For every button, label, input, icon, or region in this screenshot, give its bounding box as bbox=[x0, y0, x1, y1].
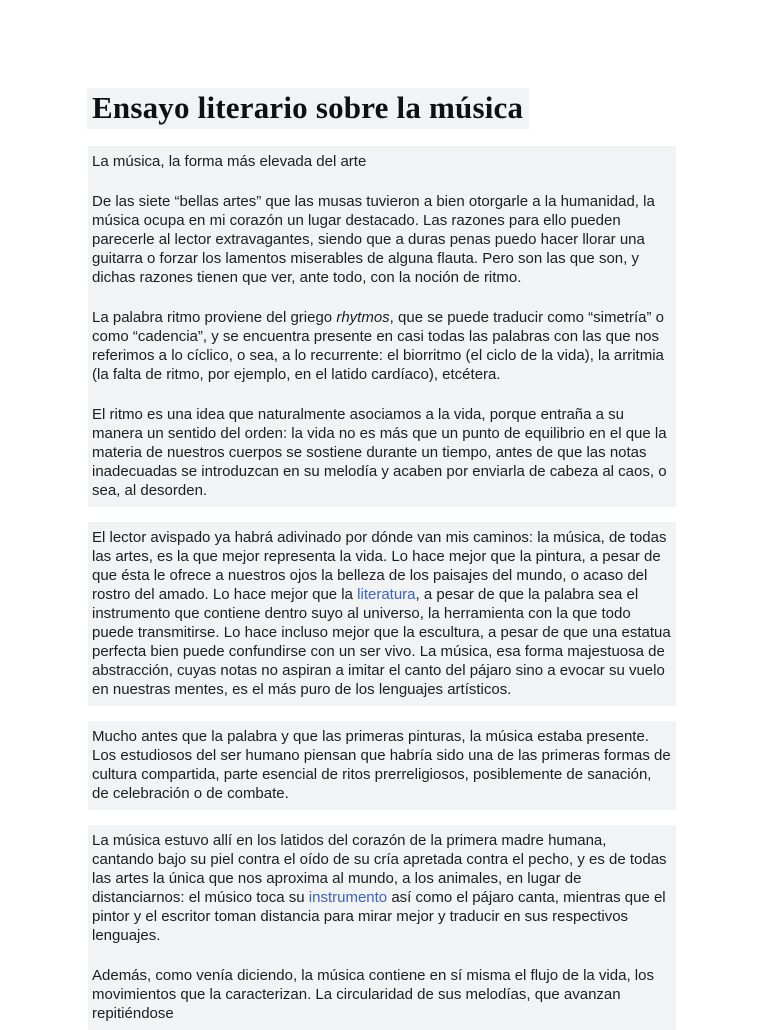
highlight-group-4 bbox=[88, 825, 676, 1030]
text-run: Mucho antes que la palabra y que las primeras pinturas, la música estaba presente. Los estudiosos del ser humano piensan que habría sido una de las primeras formas de cultura compartida, parte esencial de ritos prerreligiosos, posiblemente de sanación, de celebración o de combate. bbox=[92, 728, 671, 802]
text-run: El lector avispado ya habrá adivinado por dónde van mis caminos: la música, de todas las artes, es la que mejor representa la vida. Lo hace mejor que la pintura, a pesar de que ésta le ofrece a nuestros ojos la belleza de los paisajes del mundo, o acaso del rostro del amado. Lo hace mejor que la bbox=[92, 529, 667, 603]
highlight-group-3 bbox=[88, 721, 676, 810]
paragraph-1 bbox=[92, 192, 672, 287]
text-run: , a pesar de que la palabra sea el instrumento que contiene dentro suyo al universo, la herramienta con la que todo puede transmitirse. Lo hace incluso mejor que la escultura, a pesar de que una estatua perfecta bien puede confundirse con un ser vivo. La música, esa forma majestuosa de abstracción, cuyas notas no aspiran a imitar el canto del pájaro sino a evocar su vuelo en nuestras mentes, es el más puro de los lenguajes artísticos. bbox=[92, 586, 671, 698]
italic-text: rhytmos bbox=[336, 309, 390, 326]
text-run: , que se puede traducir como “simetría” o como “cadencia”, y se encuentra presente en casi todas las palabras con las que nos referimos a lo cíclico, o sea, a lo recurrente: el biorritmo (el ciclo de la vida), la arritmia (la falta de ritmo, por ejemplo, en el latido cardíaco), etcétera. bbox=[92, 309, 664, 383]
paragraph-6 bbox=[92, 831, 672, 945]
paragraph-2 bbox=[92, 308, 672, 384]
subtitle bbox=[92, 152, 672, 171]
text-run: De las siete “bellas artes” que las musas tuvieron a bien otorgarle a la humanidad, la música ocupa en mi corazón un lugar destacado. Las razones para ello pueden parecerle al lector extravagantes, siendo que a duras penas puedo hacer llorar una guitarra o forzar los lamentos miserables de alguna flauta. Pero son las que son, y dichas razones tienen que ver, ante todo, con la noción de ritmo. bbox=[92, 193, 655, 286]
link-literatura[interactable]: literatura bbox=[357, 586, 416, 603]
paragraph-3 bbox=[92, 405, 672, 500]
highlight-group-2 bbox=[88, 522, 676, 706]
paragraph-5 bbox=[92, 727, 672, 803]
text-run: La música, la forma más elevada del arte bbox=[92, 153, 367, 170]
document-body bbox=[92, 146, 676, 1030]
text-run: así como el pájaro canta, mientras que el pintor y el escritor toman distancia para mirar mejor y traducir en sus respectivos lenguajes. bbox=[92, 889, 666, 944]
text-run: La música estuvo allí en los latidos del corazón de la primera madre humana, cantando bajo su piel contra el oído de su cría apretada contra el pecho, y es de todas las artes la única que nos aproxima al mundo, a los animales, en lugar de distanciarnos: el músico toca su bbox=[92, 832, 667, 906]
text-run: El ritmo es una idea que naturalmente asociamos a la vida, porque entraña a su manera un sentido del orden: la vida no es más que un punto de equilibrio en el que la materia de nuestros cuerpos se sostiene durante un tiempo, antes de que las notas inadecuadas se introduzcan en su melodía y acaben por enviarla de cabeza al caos, o sea, al desorden. bbox=[92, 406, 667, 499]
paragraph-4 bbox=[92, 528, 672, 699]
page-title-highlight: Ensayo literario sobre la música bbox=[87, 88, 529, 129]
highlight-group-1 bbox=[88, 146, 676, 507]
link-instrumento[interactable]: instrumento bbox=[308, 889, 388, 906]
text-run: La palabra ritmo proviene del griego bbox=[92, 309, 337, 326]
page-title bbox=[92, 88, 676, 127]
text-run: Además, como venía diciendo, la música contiene en sí misma el flujo de la vida, los movimientos que la caracterizan. La circularidad de sus melodías, que avanzan repitiéndose bbox=[92, 967, 654, 1022]
paragraph-7 bbox=[92, 966, 672, 1023]
